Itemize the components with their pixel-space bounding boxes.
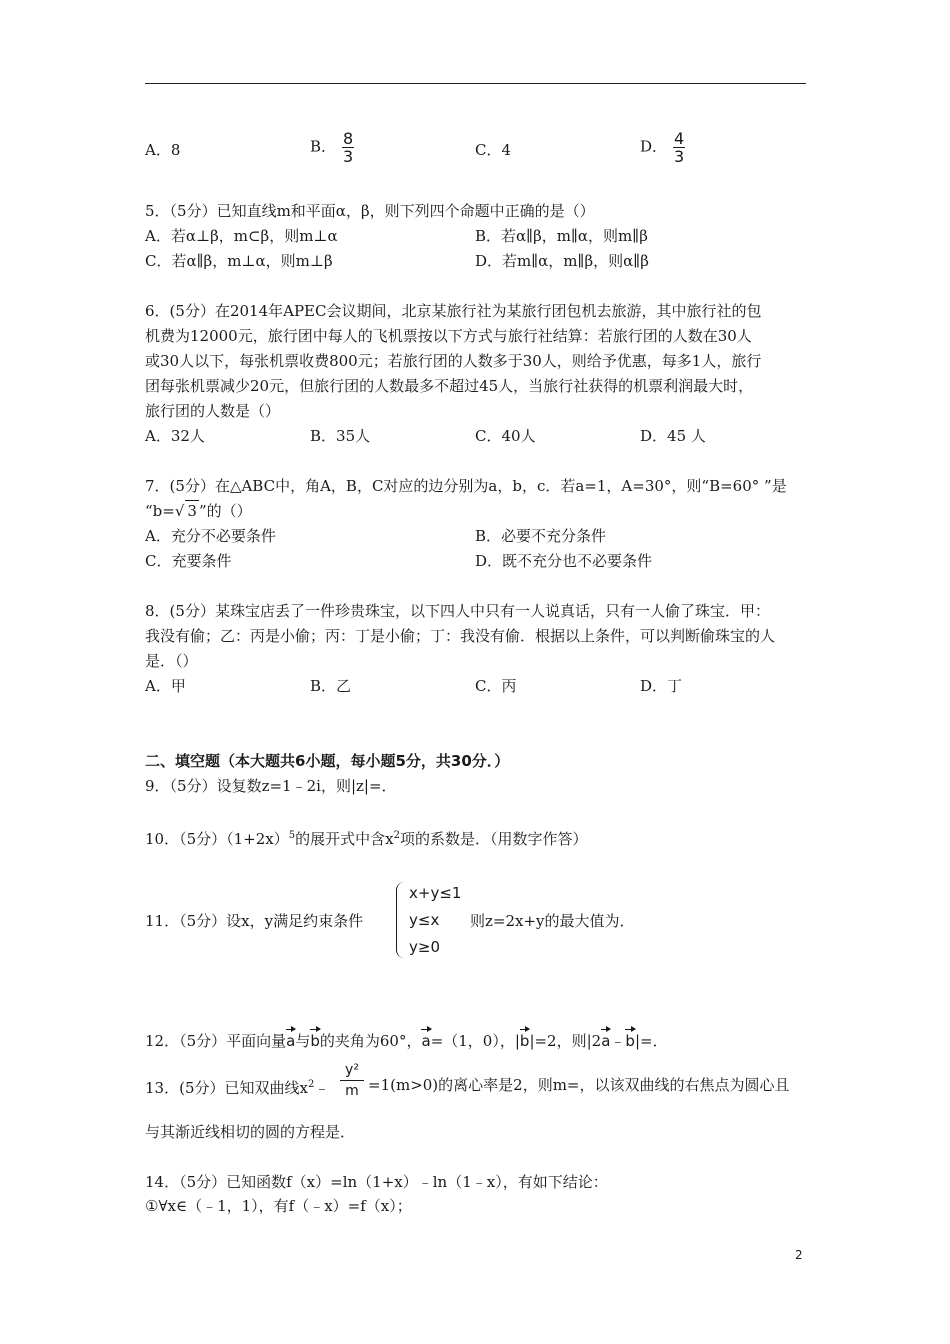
q13-tail: =1(m>0)的离心率是2，则m=，以该双曲线的右焦点为圆心且	[368, 1076, 790, 1094]
q7-line-2-tail: ”的（）	[198, 502, 252, 520]
q13-numerator: y²	[345, 1062, 359, 1078]
q5-stem: 5．（5分）已知直线m和平面α，β，则下列四个命题中正确的是（）	[145, 202, 595, 220]
q14-line-1: 14．（5分）已知函数f（x）=ln（1+x）﹣ln（1﹣x），有如下结论：	[145, 1173, 608, 1191]
q6-option-a: A．32人	[145, 427, 205, 445]
q4-option-d-fraction	[673, 130, 685, 165]
q10-middle: 的展开式中含x	[295, 830, 394, 848]
q6-option-d: D．45 人	[640, 427, 706, 445]
q8-line-3: 是．（）	[145, 652, 198, 670]
q11-brace	[396, 882, 405, 958]
q14-line-2: ①∀x∈（﹣1，1），有f（﹣x）=f（x）；	[145, 1197, 412, 1215]
q5-option-b: B．若α∥β，m∥α，则m∥β	[475, 227, 648, 245]
q11-tail: 则z=2x+y的最大值为．	[470, 912, 635, 930]
q11-constraint-2: y≤x	[409, 911, 440, 929]
q6-line-2: 机费为12000元，旅行团中每人的飞机票按以下方式与旅行社结算：若旅行团的人数在30人	[145, 327, 752, 345]
q7-option-d: D．既不充分也不必要条件	[475, 552, 653, 570]
q7-line-1: 7．(5分）在△ABC中，角A，B，C对应的边分别为a，b，c．若a=1，A=30°，则“B=60° ”是	[145, 477, 787, 495]
page-number: 2	[795, 1248, 803, 1262]
q10-x-exponent: 2	[393, 830, 400, 841]
q4-option-d-label: D．	[640, 137, 668, 156]
q13-line-2: 与其渐近线相切的圆的方程是．	[145, 1123, 356, 1141]
q9-line: 9．（5分）设复数z=1﹣2i，则|z|=．	[145, 777, 397, 795]
q4-option-d	[640, 130, 685, 165]
q11-constraint-3: y≥0	[409, 938, 440, 956]
q11-constraint-1: x+y≤1	[409, 884, 462, 902]
q4-option-b-fraction	[342, 130, 354, 165]
q4-d-denominator: 3	[673, 147, 685, 166]
q12-angle: 的夹角为60°，	[319, 1032, 422, 1050]
q6-line-5: 旅行团的人数是（）	[145, 402, 281, 420]
q5-option-d: D．若m∥α，m∥β，则α∥β	[475, 252, 649, 270]
q12-vector-b-3: b	[625, 1027, 635, 1051]
q4-option-b-label: B．	[310, 137, 337, 156]
q10-tail: 项的系数是．（用数字作答）	[399, 830, 588, 848]
q4-option-a: A．8	[145, 141, 181, 159]
q12-vector-b-2: b	[520, 1027, 530, 1051]
q4-d-numerator: 4	[673, 129, 685, 148]
q12-tail: |=．	[634, 1032, 668, 1050]
q7-option-c: C．充要条件	[145, 552, 232, 570]
q12-line	[145, 1027, 668, 1051]
q5-option-c: C．若α∥β，m⊥α，则m⊥β	[145, 252, 333, 270]
q10-line	[145, 826, 587, 849]
q6-line-4: 团每张机票减少20元，但旅行团的人数最多不超过45人，当旅行社获得的机票利润最大时，	[145, 377, 754, 395]
q13-stem: 13．(5分）已知双曲线x	[145, 1079, 308, 1097]
q13-denominator: m	[345, 1083, 359, 1099]
q4-option-b	[310, 130, 354, 165]
q13-minus: ﹣	[314, 1079, 330, 1097]
q6-option-b: B．35人	[310, 427, 371, 445]
q4-option-c: C．4	[475, 141, 512, 159]
q4-b-denominator: 3	[342, 147, 354, 166]
q12-vector-a-2: a	[421, 1027, 430, 1051]
q8-line-2: 我没有偷；乙：丙是小偷；丙：丁是小偷；丁：我没有偷．根据以上条件，可以判断偷珠宝的人	[145, 627, 776, 645]
q11-stem: 11．（5分）设x，y满足约束条件	[145, 912, 364, 930]
q8-option-b: B．乙	[310, 677, 352, 695]
q12-vector-b: b	[310, 1027, 320, 1051]
q8-option-a: A．甲	[145, 677, 186, 695]
q10-binomial: 10．（5分）（1+2x）	[145, 830, 289, 848]
q4-b-numerator: 8	[342, 129, 354, 148]
q12-vector-a: a	[286, 1027, 295, 1051]
q7-line-2: “b=√ 3 ”的（）	[145, 502, 252, 520]
q7-option-b: B．必要不充分条件	[475, 527, 607, 545]
q8-line-1: 8．(5分）某珠宝店丢了一件珍贵珠宝，以下四人中只有一人说真话，只有一人偷了珠宝．甲：	[145, 602, 770, 620]
q13-line-1	[145, 1075, 329, 1098]
q5-option-a: A．若α⊥β，m⊂β，则m⊥α	[145, 227, 338, 245]
q8-option-d: D．丁	[640, 677, 683, 695]
q6-line-3: 或30人以下，每张机票收费800元；若旅行团的人数多于30人，则给予优惠，每多1人，旅行	[145, 352, 762, 370]
q7-option-a: A．充分不必要条件	[145, 527, 276, 545]
q12-with: 与	[295, 1032, 311, 1050]
header-rule	[145, 83, 806, 84]
section-2-title: 二、填空题（本大题共6小题，每小题5分，共30分．）	[145, 752, 510, 770]
q7-sqrt-radicand: 3	[187, 502, 197, 520]
q7-b-equals: “b=	[145, 502, 175, 520]
q12-vector-a-3: a	[601, 1027, 610, 1051]
q13-fraction	[340, 1062, 364, 1099]
q6-line-1: 6．(5分）在2014年APEC会议期间，北京某旅行社为某旅行团包机去旅游，其中旅行社的包	[145, 302, 762, 320]
q8-option-c: C．丙	[475, 677, 517, 695]
q13-exponent: 2	[307, 1079, 315, 1090]
q12-a-value: =（1，0），|	[430, 1032, 520, 1050]
q12-stem: 12．（5分）平面向量	[145, 1032, 287, 1050]
q10-exponent: 5	[288, 830, 296, 841]
q12-minus: ﹣	[610, 1032, 626, 1050]
q12-b-norm: |=2，则|2	[529, 1032, 602, 1050]
q6-option-c: C．40人	[475, 427, 536, 445]
